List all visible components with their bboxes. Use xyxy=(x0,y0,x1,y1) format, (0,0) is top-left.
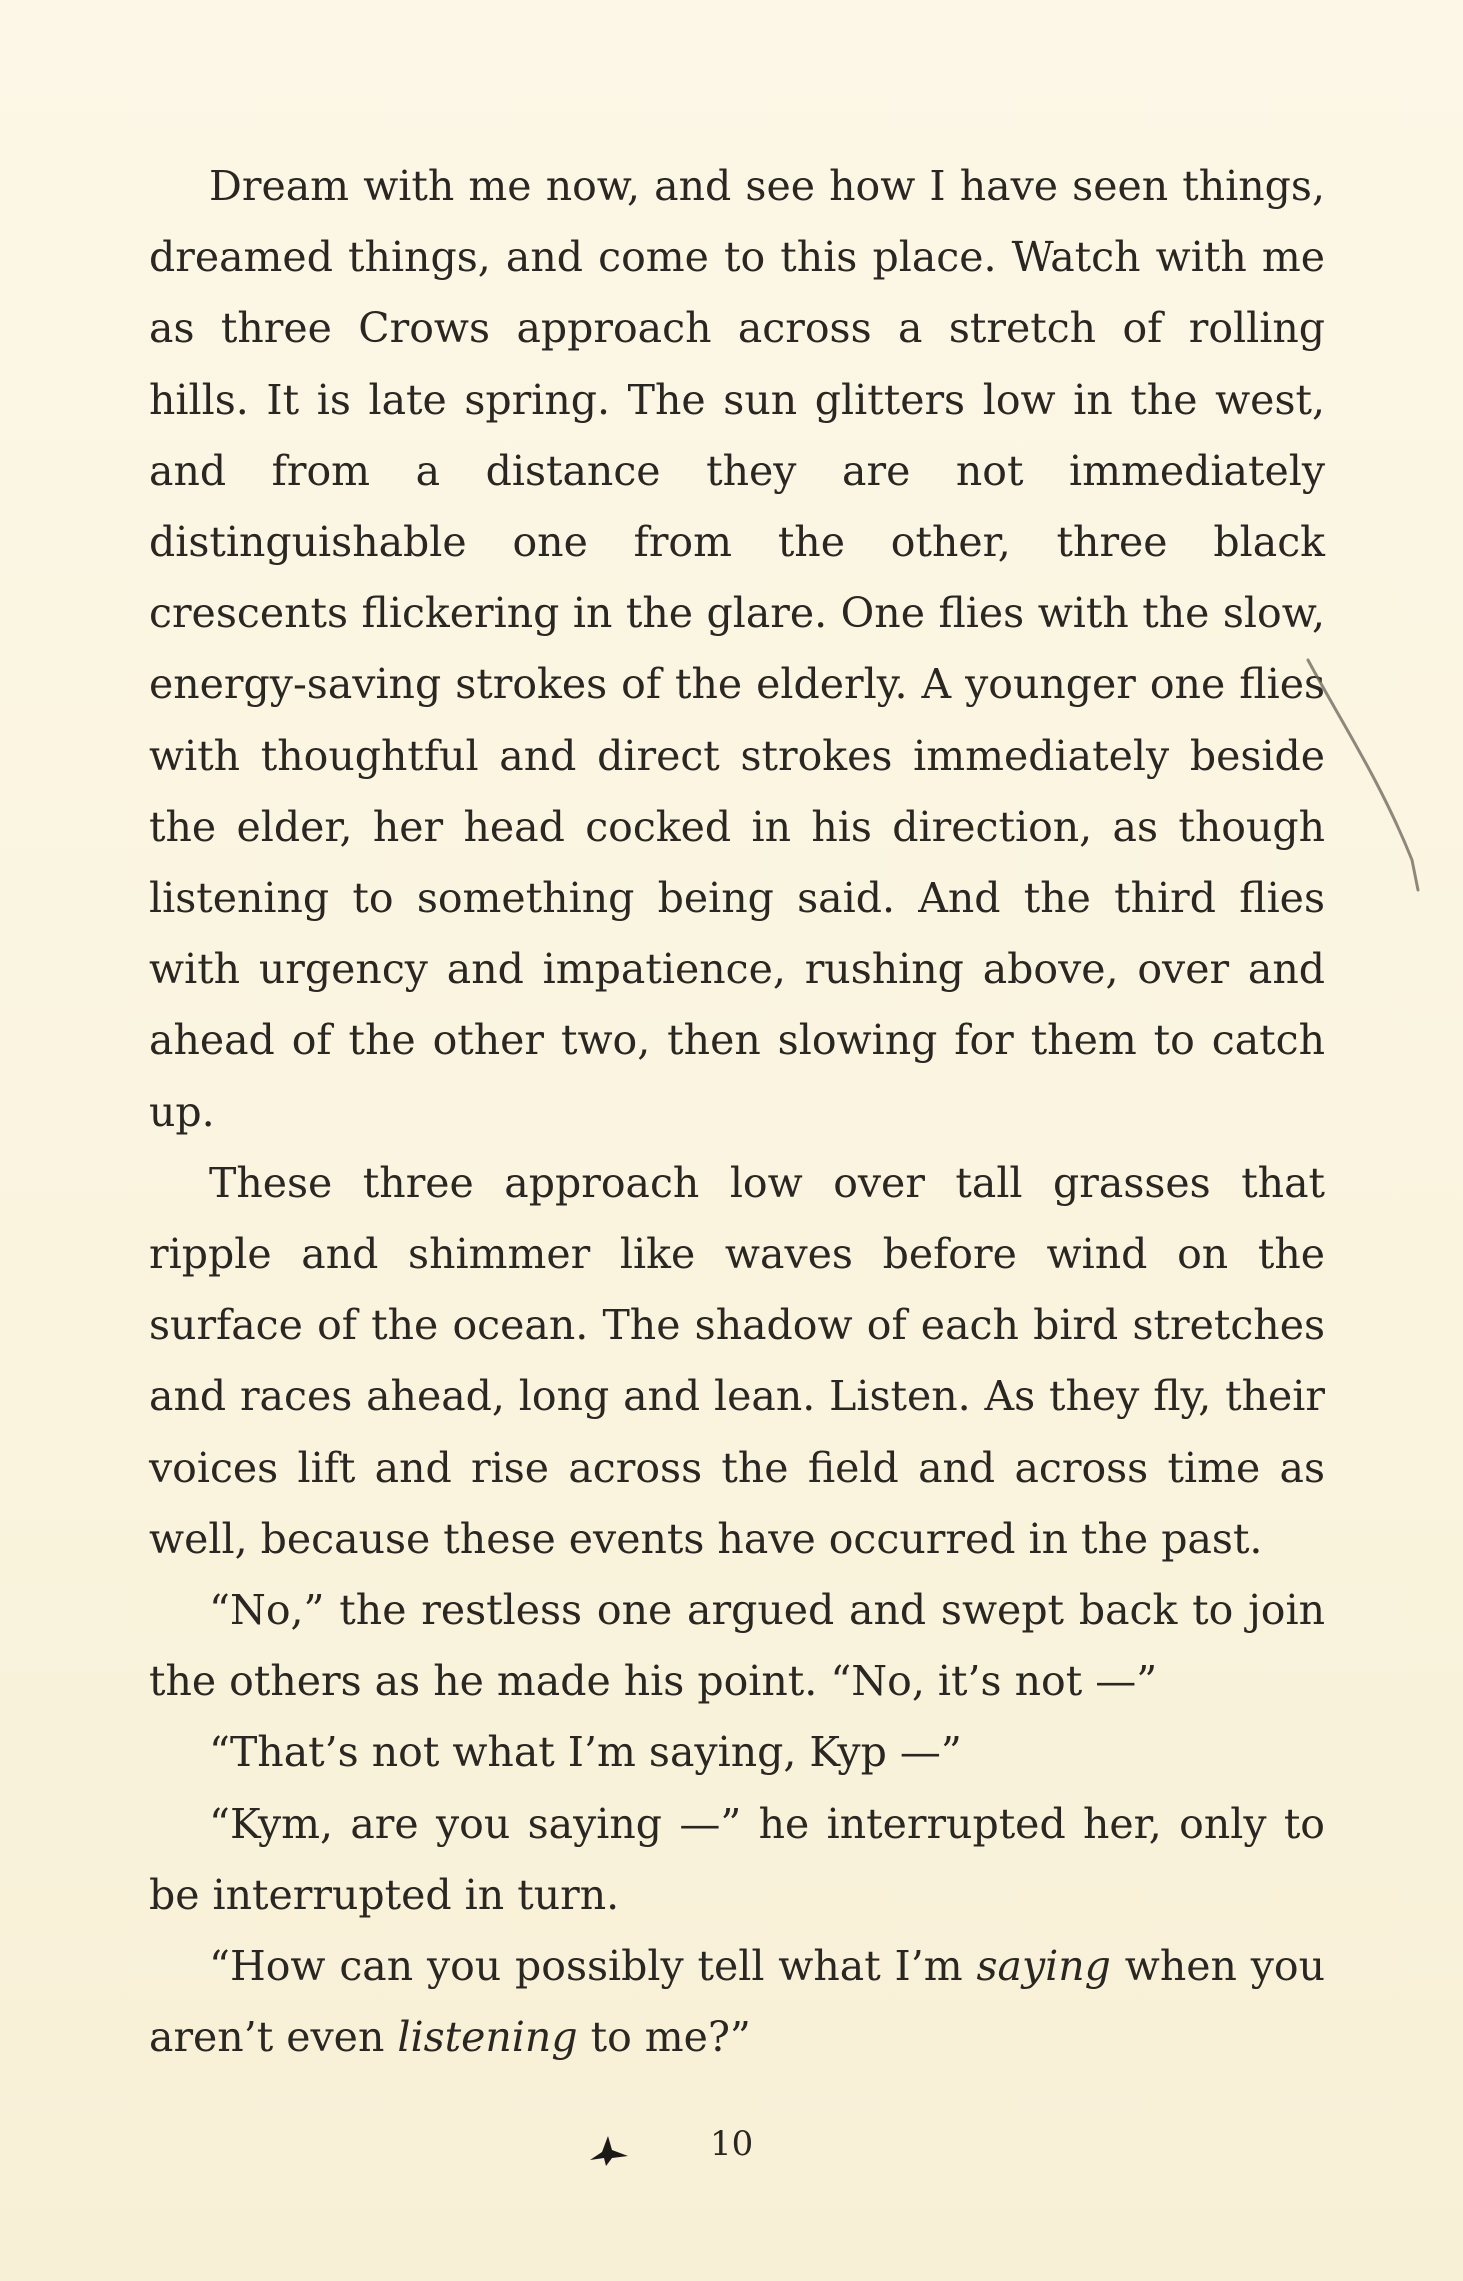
paragraph-1 xyxy=(149,151,1325,1148)
paragraph-6-italic-listening: listening xyxy=(397,2013,578,2062)
pencil-mark xyxy=(1300,620,1430,920)
paragraph-6-text-a: “How can you possibly tell what I’m xyxy=(209,1942,977,1991)
paragraph-6-text-c: to me?” xyxy=(577,2013,751,2062)
paragraph-2-text: These three approach low over tall grasses that ripple and shimmer like waves before wind on the surface of the ocean. The shadow of each bird stretches and races ahead, long and lean. Listen. As they fly, their voices lift and rise across the field and across time as well, because these events have occurred in the past. xyxy=(149,1158,1325,1563)
crow-icon xyxy=(588,2130,630,2170)
paragraph-6 xyxy=(149,1931,1325,2073)
paragraph-4-text: “That’s not what I’m saying, Kyp —” xyxy=(209,1728,962,1777)
paragraph-3-text: “No,” the restless one argued and swept back to join the others as he made his point. “No, it’s not —” xyxy=(149,1586,1325,1706)
paragraph-6-italic-saying: saying xyxy=(976,1942,1111,1991)
page-footer xyxy=(0,2120,1463,2180)
paragraph-3 xyxy=(149,1575,1325,1717)
paragraph-6-text-b: when you aren’t even xyxy=(149,1942,1325,2062)
paragraph-4 xyxy=(149,1717,1325,1788)
page-number: 10 xyxy=(710,2124,754,2164)
body-text xyxy=(149,151,1325,2073)
paragraph-5 xyxy=(149,1789,1325,1931)
paragraph-2 xyxy=(149,1148,1325,1575)
paragraph-5-text: “Kym, are you saying —” he interrupted her, only to be interrupted in turn. xyxy=(149,1799,1325,1919)
paragraph-1-text: Dream with me now, and see how I have seen things, dreamed things, and come to this place. Watch with me as three Crows approach across a stretch of rolling hills. It is late spring. The sun glitters low in the west, and from a distance they are not immediately distinguishable one from the other, three black crescents flickering in the glare. One flies with the slow, energy-saving strokes of the elderly. A younger one flies with thoughtful and direct strokes immediately beside the elder, her head cocked in his direction, as though listening to something being said. And the third flies with urgency and impatience, rushing above, over and ahead of the other two, then slowing for them to catch up. xyxy=(149,162,1325,1136)
